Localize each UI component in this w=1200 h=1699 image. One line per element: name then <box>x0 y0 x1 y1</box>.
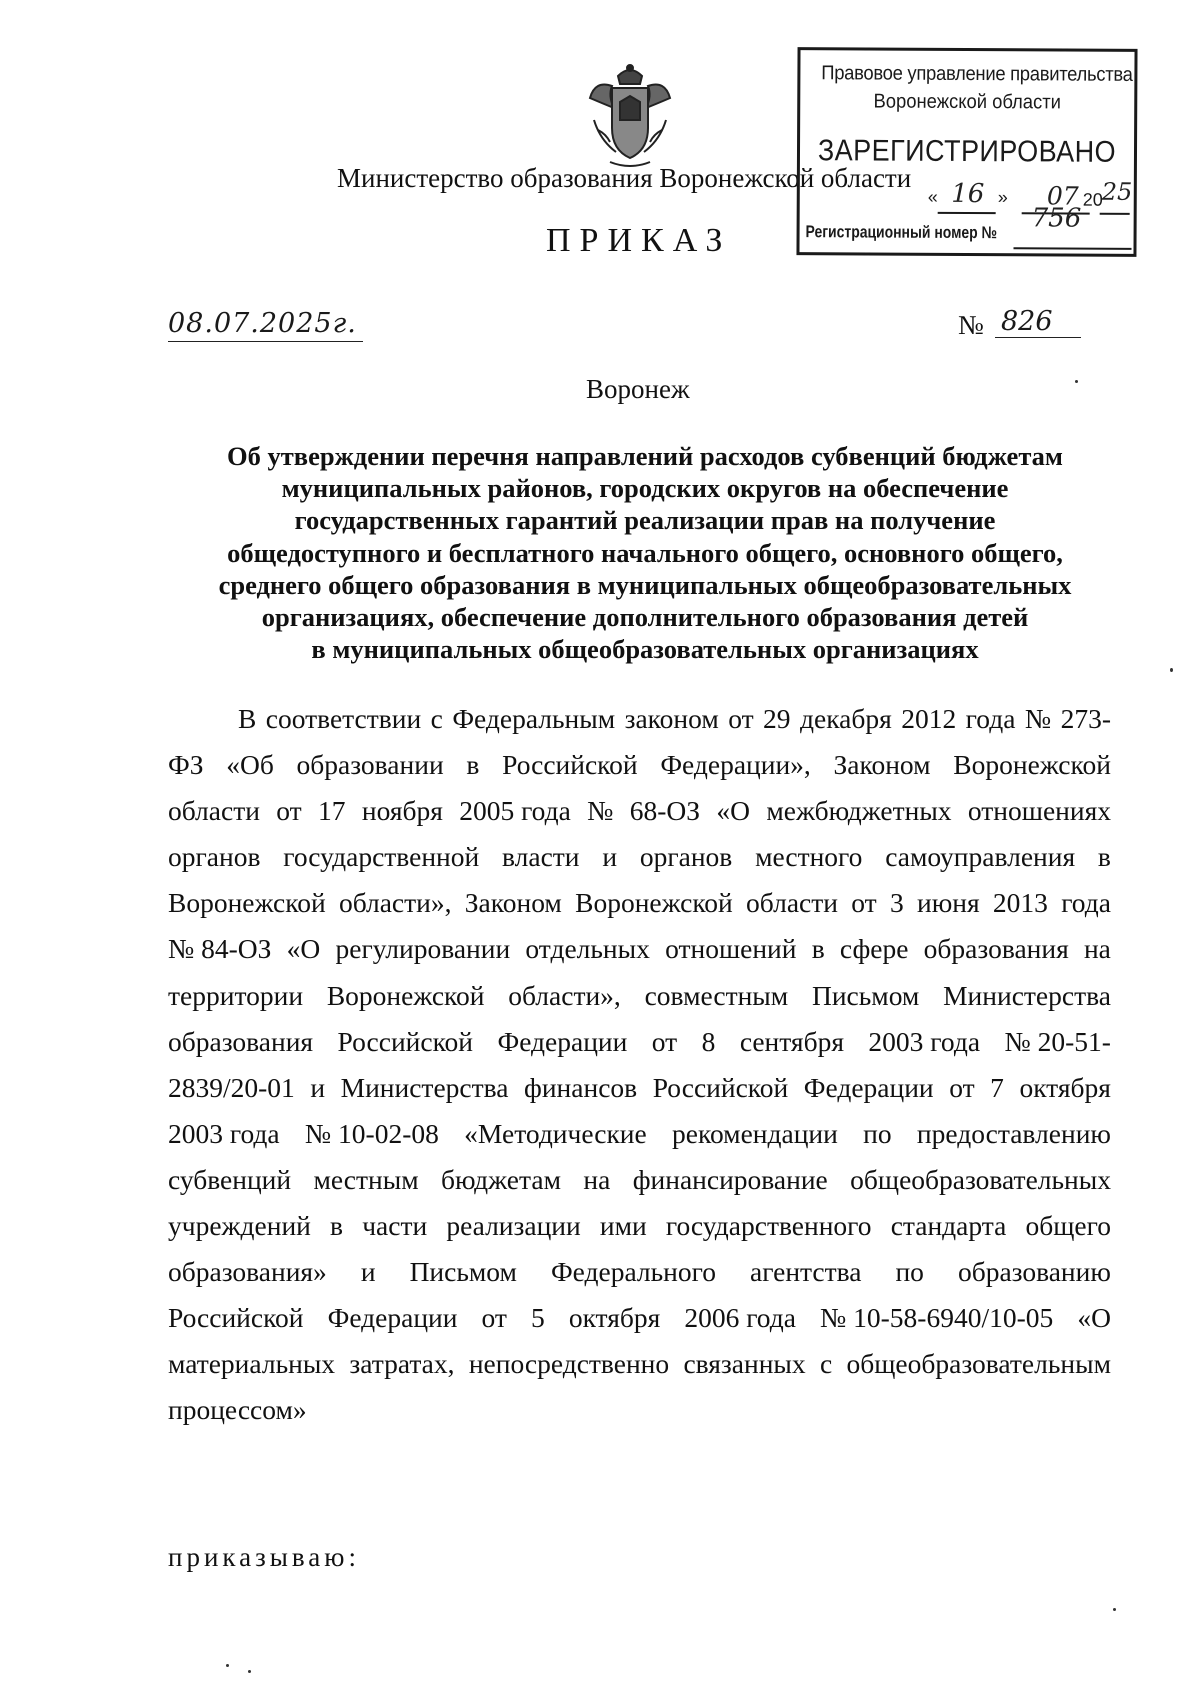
body-word: декабря <box>800 703 892 734</box>
body-word: области <box>168 795 260 827</box>
body-word: бюджетам <box>441 1163 561 1195</box>
body-word: самоуправления <box>885 841 1076 873</box>
body-line <box>168 1065 1111 1111</box>
body-word: «Об <box>226 749 274 781</box>
body-word: «О <box>1077 1302 1111 1334</box>
body-word: от <box>276 795 302 827</box>
coat-of-arms-icon <box>580 58 680 178</box>
body-word: части <box>362 1210 428 1242</box>
body-word: Федерации <box>327 1302 458 1334</box>
body-word: 17 <box>318 795 346 827</box>
body-word: Законом <box>464 887 562 919</box>
body-word: общего <box>1025 1210 1111 1242</box>
body-word: Федерального <box>550 1256 716 1288</box>
body-word: государственной <box>283 841 480 873</box>
body-word: сфере <box>839 933 909 965</box>
body-word: по <box>895 1256 924 1288</box>
stamp-status: ЗАРЕГИСТРИРОВАНО <box>817 134 1117 169</box>
heading-line: организациях, обеспечение дополнительного образования детей <box>261 602 1029 633</box>
body-word: органов <box>168 841 261 873</box>
body-word: финансов <box>524 1071 638 1103</box>
body-line <box>168 973 1111 1019</box>
body-word: 273- <box>1060 703 1111 734</box>
body-word: государственного <box>665 1210 872 1242</box>
ministry-name: Министерство образования Воронежской области <box>337 163 912 193</box>
body-word: «О <box>286 933 321 965</box>
stamp-authority-line1: Правовое управление правительства <box>821 62 1133 86</box>
heading-line: среднего общего образования в муниципальных общеобразовательных <box>218 569 1072 600</box>
body-word: и <box>360 1256 376 1288</box>
body-word: Российской <box>168 1302 304 1334</box>
stamp-reg-underline <box>1013 247 1131 250</box>
body-word: Письмом <box>409 1256 517 1288</box>
body-word: образованию <box>957 1256 1111 1288</box>
body-word: Федерации <box>497 1025 628 1057</box>
body-word: 2839/20-01 <box>168 1071 295 1103</box>
stamp-reg-label: Регистрационный номер № <box>805 222 998 243</box>
body-word: № 84-ОЗ <box>168 933 272 965</box>
body-word: в <box>330 1210 344 1242</box>
body-word: 2012 <box>901 703 957 734</box>
stamp-reg-number: 756 <box>1031 203 1082 234</box>
body-word: на <box>583 1163 611 1195</box>
body-word: от <box>949 1071 975 1103</box>
body-word: октября <box>568 1302 661 1334</box>
stamp-authority-line2: Воронежской области <box>873 90 1061 114</box>
body-word: 2005 года <box>459 795 571 827</box>
document-number-label: № <box>958 310 984 340</box>
body-word: регулировании <box>335 933 511 965</box>
body-word: 68-ОЗ <box>629 795 701 827</box>
stamp-day: 16 <box>951 178 985 210</box>
document-date: 08.07.2025г. <box>168 308 363 342</box>
body-word: совместным <box>644 979 789 1011</box>
stamp-year-underline <box>1100 213 1130 215</box>
body-word: образования» <box>168 1256 327 1288</box>
stamp-quote-close: » <box>997 187 1008 208</box>
body-word: В <box>238 703 257 734</box>
body-word: Министерства <box>943 979 1111 1011</box>
body-line <box>168 1387 1111 1433</box>
scan-speck <box>1170 668 1173 672</box>
body-word: затратах, <box>349 1348 455 1380</box>
heading-line: общедоступного и бесплатного начального общего, основного общего, <box>227 537 1063 568</box>
body-word: агентства <box>750 1256 862 1288</box>
body-word: от <box>728 703 754 734</box>
body-word: общеобразовательных <box>850 1163 1111 1195</box>
body-word: реализации <box>446 1210 581 1242</box>
body-word: в <box>466 749 480 781</box>
body-word: Федерации», <box>660 749 811 781</box>
body-word: года <box>965 703 1016 734</box>
body-word: Российской <box>502 749 638 781</box>
stamp-day-underline <box>938 212 996 214</box>
body-line <box>168 1157 1111 1203</box>
body-word: территории <box>168 979 304 1011</box>
body-word: «Методические <box>464 1117 647 1149</box>
body-word: с <box>430 703 443 734</box>
document-heading <box>160 440 1130 665</box>
body-word: октября <box>1019 1071 1111 1103</box>
body-word: области», <box>338 887 452 919</box>
order-word: приказываю: <box>168 1542 360 1572</box>
document-city: Воронеж <box>586 374 690 404</box>
body-line <box>168 1341 1111 1387</box>
scan-speck <box>1113 1608 1116 1611</box>
body-word: субвенций <box>168 1163 292 1195</box>
body-word: Воронежской <box>168 887 326 919</box>
heading-line: Об утверждении перечня направлений расходов субвенций бюджетам <box>227 441 1063 471</box>
stamp-quote-open: « <box>927 186 938 207</box>
body-word: соответствии <box>265 703 422 734</box>
body-word: 8 <box>701 1025 716 1057</box>
body-word: Российской <box>652 1071 789 1103</box>
body-word: отдельных <box>525 933 650 965</box>
body-word: Министерства <box>340 1071 509 1103</box>
body-word: № 20-51- <box>1004 1025 1111 1057</box>
body-word: № 10-58-6940/10-05 <box>820 1302 1054 1334</box>
body-word: ФЗ <box>168 749 204 781</box>
body-word: образования <box>923 933 1069 965</box>
body-word: с <box>819 1348 833 1380</box>
body-line <box>168 926 1111 972</box>
body-word: в <box>1097 841 1111 873</box>
body-word: непосредственно <box>468 1348 670 1380</box>
body-line <box>168 788 1111 834</box>
body-word: ими <box>599 1210 647 1242</box>
body-word: Воронежской <box>575 887 733 919</box>
body-word: предоставлению <box>916 1117 1111 1149</box>
body-line <box>168 1295 1111 1341</box>
body-word: 2006 года <box>684 1302 796 1334</box>
body-line <box>168 880 1111 926</box>
body-word: 5 <box>531 1302 545 1334</box>
stamp-year-suffix: 25 <box>1101 177 1133 206</box>
body-word: 29 <box>763 703 791 734</box>
document-type-title: ПРИКАЗ <box>546 222 732 259</box>
body-word: № 10-02-08 <box>304 1117 439 1149</box>
body-word: и <box>602 841 618 873</box>
body-word: финансирование <box>632 1163 828 1195</box>
registration-stamp <box>796 47 1137 257</box>
body-word: местным <box>313 1163 419 1195</box>
body-line <box>168 834 1111 880</box>
heading-line: в муниципальных общеобразовательных организациях <box>311 634 979 665</box>
body-word: области», <box>508 979 621 1011</box>
body-line <box>168 1111 1111 1157</box>
body-word: Законом <box>833 749 931 781</box>
body-word: законом <box>624 703 719 734</box>
body-line <box>168 696 1111 742</box>
body-line <box>168 1019 1111 1065</box>
body-word: материальных <box>168 1348 336 1380</box>
body-word: от <box>851 887 877 919</box>
body-word: и <box>310 1071 326 1103</box>
body-word: № <box>1024 703 1052 734</box>
body-word: Федерации <box>803 1071 934 1103</box>
body-word: по <box>863 1117 892 1149</box>
body-word: Письмом <box>811 979 920 1011</box>
body-word: Российской <box>337 1025 474 1057</box>
body-word: Воронежской <box>953 749 1111 781</box>
body-word: № <box>587 795 614 827</box>
body-word: года <box>1061 887 1111 919</box>
body-line <box>168 1203 1111 1249</box>
body-line <box>168 742 1111 788</box>
body-word: межбюджетных <box>766 795 952 827</box>
body-word: в <box>811 933 825 965</box>
body-word: образовании <box>296 749 444 781</box>
body-word: учреждений <box>168 1210 311 1242</box>
scan-speck <box>1075 380 1078 383</box>
body-word: 2003 года <box>168 1117 280 1149</box>
body-word: 2013 <box>992 887 1048 919</box>
body-word: стандарта <box>890 1210 1007 1242</box>
stamp-month: 07 <box>1046 181 1079 211</box>
body-word: связанных <box>683 1348 806 1380</box>
body-word: местного <box>755 841 863 873</box>
body-word: июня <box>916 887 980 919</box>
body-word: власти <box>502 841 580 873</box>
body-word: общеобразовательным <box>846 1348 1111 1380</box>
body-word: образования <box>168 1025 314 1057</box>
document-body <box>168 696 1111 1434</box>
body-word: органов <box>639 841 733 873</box>
stamp-date <box>800 178 1134 220</box>
scan-speck <box>226 1664 229 1667</box>
body-word: на <box>1083 933 1111 965</box>
heading-line: муниципальных районов, городских округов на обеспечение <box>281 473 1009 504</box>
stamp-year-prefix: 20 <box>1082 189 1103 210</box>
body-word: области <box>746 887 838 919</box>
body-word: Воронежской <box>326 979 485 1011</box>
body-word: 2003 года <box>868 1025 981 1057</box>
body-word: сентября <box>739 1025 844 1057</box>
body-word: от <box>481 1302 507 1334</box>
body-word: 7 <box>990 1071 1004 1103</box>
body-word: от <box>651 1025 678 1057</box>
body-word: ноября <box>361 795 443 827</box>
body-word: отношениях <box>967 795 1111 827</box>
body-word: рекомендации <box>672 1117 838 1149</box>
body-word: отношений <box>665 933 797 965</box>
body-word: «О <box>716 795 751 827</box>
body-word: 3 <box>889 887 904 919</box>
body-word: процессом» <box>168 1394 307 1426</box>
body-line <box>168 1249 1111 1295</box>
document-number: 826 <box>995 306 1081 338</box>
body-word: Федеральным <box>452 703 616 734</box>
heading-line: государственных гарантий реализации прав на получение <box>294 505 996 536</box>
scan-speck <box>248 1670 251 1673</box>
